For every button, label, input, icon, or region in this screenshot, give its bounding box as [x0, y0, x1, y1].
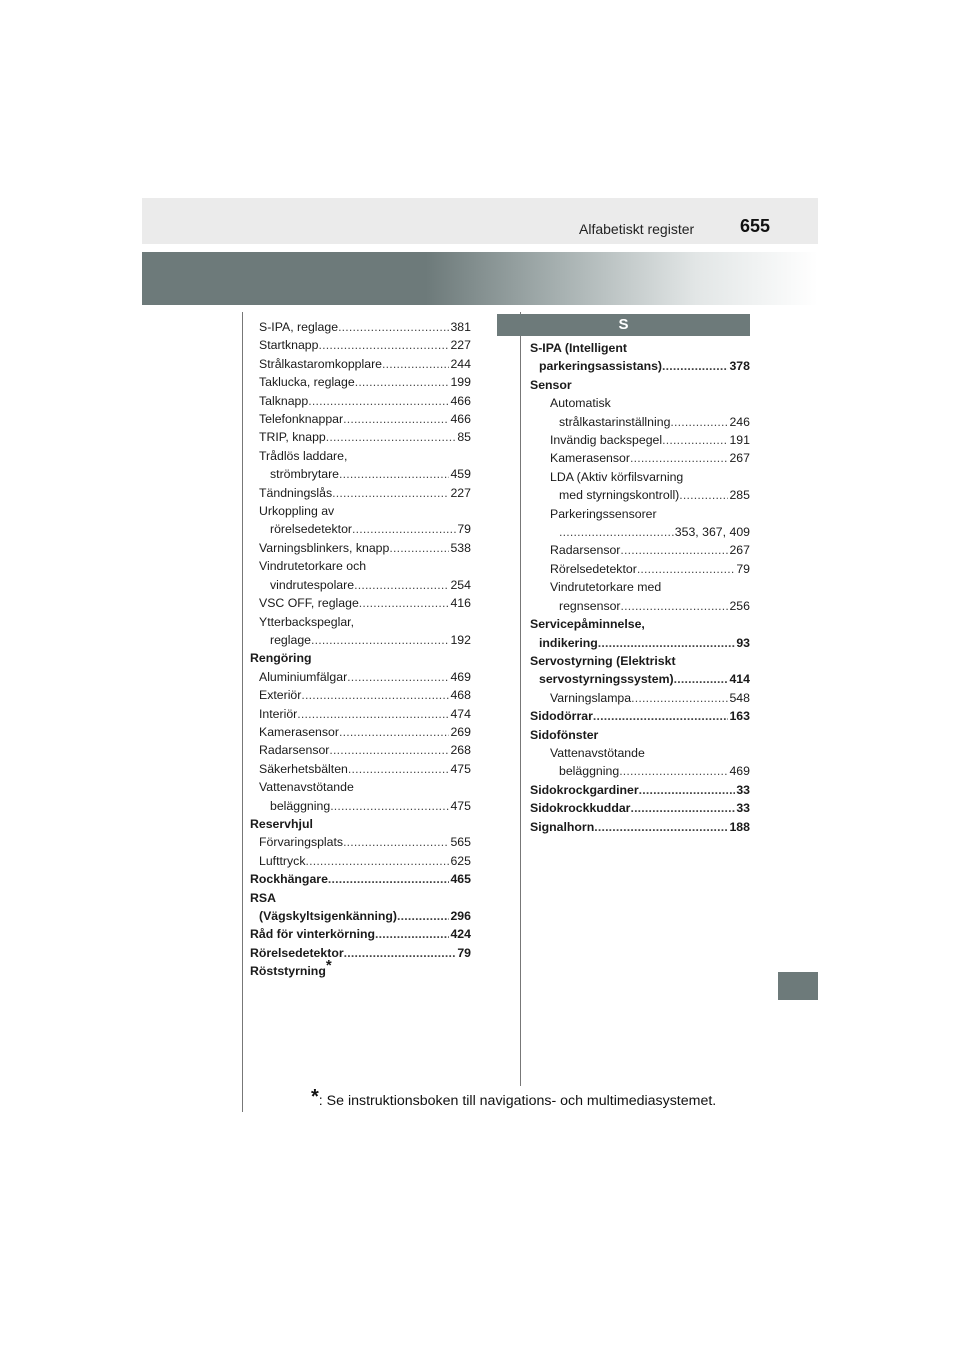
index-entry [250, 576, 471, 594]
index-entry-page: 468 [450, 688, 471, 703]
index-entry-page: 227 [450, 338, 471, 353]
index-entry-term: Aluminiumfälgar [259, 669, 348, 684]
index-entry [530, 523, 750, 541]
index-entry-page: 465 [450, 872, 471, 887]
index-entry-term: Parkeringssensorer [550, 506, 657, 521]
dot-leader [674, 670, 729, 688]
index-entry-term: servostyrningssystem) [539, 672, 674, 687]
index-entry-term: Servicepåminnelse, [530, 617, 645, 632]
index-entry [250, 410, 471, 428]
index-entry [250, 957, 471, 980]
index-entry [530, 707, 750, 725]
dot-leader [621, 597, 729, 615]
index-entry-term: med styrningskontroll) [559, 488, 680, 503]
index-entry-page: 227 [450, 485, 471, 500]
index-entry [250, 870, 471, 888]
index-entry-page: 188 [729, 819, 750, 834]
dot-leader [326, 428, 457, 446]
index-entry [530, 726, 750, 744]
index-column-right [530, 339, 750, 836]
dot-leader [594, 818, 728, 836]
index-entry-term: reglage [270, 632, 312, 647]
dot-leader [662, 357, 728, 375]
dot-leader [318, 336, 449, 354]
index-entry-term: indikering [539, 635, 598, 650]
index-entry [250, 833, 471, 851]
index-entry [250, 649, 471, 667]
index-entry-page: 256 [729, 598, 750, 613]
index-entry-term: Tändningslås [259, 485, 333, 500]
dot-leader [630, 449, 729, 467]
dot-leader [670, 413, 728, 431]
index-entry [250, 613, 471, 631]
index-entry-term: Sidokrockkuddar [530, 801, 631, 816]
index-entry-page: 79 [457, 945, 471, 960]
index-entry-term: Exteriör [259, 688, 302, 703]
index-entry [250, 520, 471, 538]
index-entry-term: Signalhorn [530, 819, 595, 834]
index-entry-term: Rengöring [250, 651, 312, 666]
index-entry [250, 944, 471, 962]
index-entry [530, 505, 750, 523]
index-entry-page: 33 [736, 782, 750, 797]
index-entry-page: 466 [450, 412, 471, 427]
dot-leader [593, 707, 729, 725]
index-entry [530, 413, 750, 431]
index-entry-page: 246 [729, 414, 750, 429]
index-column-left [250, 318, 471, 981]
index-entry-page: 469 [450, 669, 471, 684]
dot-leader [308, 392, 449, 410]
index-entry-page: 244 [450, 356, 471, 371]
dot-leader [330, 797, 449, 815]
index-entry-page: 79 [736, 561, 750, 576]
index-entry-term: strömbrytare [270, 467, 340, 482]
index-entry [530, 486, 750, 504]
column-divider [520, 312, 521, 1086]
dot-leader [338, 318, 449, 336]
dot-leader [559, 523, 674, 541]
dot-leader [297, 705, 449, 723]
header-band [142, 198, 818, 244]
index-entry-page: 469 [729, 764, 750, 779]
index-entry-term: regnsensor [559, 598, 621, 613]
index-entry [530, 468, 750, 486]
index-entry [250, 502, 471, 520]
dot-leader [339, 723, 450, 741]
dot-leader [347, 668, 449, 686]
index-entry-term: Taklucka, reglage [259, 375, 355, 390]
dot-leader [311, 631, 449, 649]
index-entry [250, 760, 471, 778]
index-entry [250, 594, 471, 612]
index-entry [250, 889, 471, 907]
index-entry [250, 539, 471, 557]
chapter-gradient-bar [142, 252, 818, 305]
index-entry [250, 484, 471, 502]
index-entry-term: Urkoppling av [259, 504, 335, 519]
index-entry [530, 394, 750, 412]
index-entry-term: Varningsblinkers, knapp [259, 540, 390, 555]
left-margin-rule [242, 312, 243, 1112]
index-entry-page: 269 [450, 724, 471, 739]
index-entry-term: Servostyrning (Elektriskt [530, 653, 676, 668]
dot-leader [662, 431, 728, 449]
index-entry-term: S-IPA (Intelligent [530, 341, 628, 355]
index-entry-page: 474 [450, 706, 471, 721]
index-entry [250, 631, 471, 649]
index-entry-page: 267 [729, 451, 750, 466]
dot-leader [598, 634, 736, 652]
index-entry-page: 625 [450, 853, 471, 868]
dot-leader [375, 925, 449, 943]
index-entry-page: 254 [450, 577, 471, 592]
index-entry-term: beläggning [559, 764, 620, 779]
index-entry-page: 548 [729, 690, 750, 705]
dot-leader [637, 560, 736, 578]
index-entry [530, 560, 750, 578]
index-entry [530, 615, 750, 633]
index-entry-page: 85 [457, 430, 471, 445]
index-entry-term: Strålkastaromkopplare [259, 356, 383, 371]
index-entry-page: 414 [729, 672, 750, 687]
index-entry [250, 741, 471, 759]
index-entry-term: Ytterbackspeglar, [259, 614, 355, 629]
index-entry [250, 557, 471, 575]
dot-leader [397, 907, 449, 925]
index-entry-page: 475 [450, 798, 471, 813]
index-entry-term: Rörelsedetektor [550, 561, 637, 576]
dot-leader [344, 944, 457, 962]
index-entry-page: 199 [450, 375, 471, 390]
index-entry [250, 668, 471, 686]
index-entry-term: Vindrutetorkare och [259, 559, 367, 574]
index-entry-term: Förvaringsplats [259, 835, 344, 850]
footnote [311, 1086, 716, 1109]
index-entry [250, 465, 471, 483]
index-entry-term: Sidofönster [530, 727, 599, 742]
dot-leader [389, 539, 449, 557]
index-entry [250, 778, 471, 796]
index-entry [530, 339, 750, 357]
index-entry-term: Talknapp [259, 393, 309, 408]
dot-leader [382, 355, 449, 373]
dot-leader [343, 833, 449, 851]
index-entry-page: 192 [450, 632, 471, 647]
index-entry [250, 373, 471, 391]
index-entry-term: Reservhjul [250, 816, 313, 831]
index-entry-term: Rockhängare [250, 872, 328, 887]
dot-leader [630, 799, 735, 817]
dot-leader [639, 781, 736, 799]
index-entry [250, 852, 471, 870]
index-entry [530, 689, 750, 707]
index-entry [530, 431, 750, 449]
index-entry [250, 318, 471, 336]
index-entry-page: 416 [450, 596, 471, 611]
index-entry [530, 818, 750, 836]
page-number: 655 [740, 216, 771, 236]
index-entry-term: Interiör [259, 706, 298, 721]
index-entry-page: 296 [450, 909, 471, 923]
dot-leader [619, 762, 728, 780]
index-entry-term: beläggning [270, 798, 331, 813]
dot-leader [305, 852, 449, 870]
index-entry-term: Vattenavstötande [550, 745, 645, 760]
section-letter-heading: S [497, 314, 750, 336]
index-entry-page: 93 [736, 635, 750, 650]
index-entry-term: rörelsedetektor [270, 522, 353, 537]
index-entry-term: Lufttryck [259, 853, 306, 868]
index-entry-term: Invändig backspegel [550, 433, 663, 448]
index-entry-term: LDA (Aktiv körfilsvarning [550, 469, 684, 484]
index-entry-page: 285 [729, 488, 750, 503]
dot-leader [354, 576, 449, 594]
index-entry-page: 353, 367, 409 [674, 525, 750, 540]
index-entry-term: Rörelsedetektor [250, 945, 344, 960]
index-entry-term: RSA [250, 890, 276, 905]
index-entry-page: 163 [729, 709, 750, 724]
index-entry-term: Sidokrockgardiner [530, 782, 639, 797]
index-entry-term: VSC OFF, reglage [259, 596, 359, 611]
index-entry-page: 268 [450, 743, 471, 758]
index-entry [250, 907, 471, 925]
index-entry-page: 424 [450, 927, 471, 942]
index-entry [530, 799, 750, 817]
index-entry-term: (Vägskyltsigenkänning) [259, 909, 398, 923]
dot-leader [359, 594, 450, 612]
index-entry [530, 376, 750, 394]
index-entry [250, 723, 471, 741]
dot-leader [339, 465, 449, 483]
index-entry-term: parkeringsassistans) [539, 359, 663, 374]
index-entry-page: 79 [457, 522, 471, 537]
index-entry [530, 670, 750, 688]
index-entry [530, 652, 750, 670]
index-entry [530, 597, 750, 615]
dot-leader [332, 484, 449, 502]
dot-leader [352, 520, 456, 538]
index-entry [250, 815, 471, 833]
index-entry [530, 762, 750, 780]
index-entry-page: 381 [450, 320, 471, 334]
index-entry-term: Röststyrning [250, 964, 326, 979]
footnote-marker: * [325, 957, 332, 975]
index-entry-page: 466 [450, 393, 471, 408]
index-entry [250, 428, 471, 446]
index-entry [530, 449, 750, 467]
dot-leader [631, 689, 728, 707]
index-entry-term: Startknapp [259, 338, 319, 353]
index-entry [250, 686, 471, 704]
index-entry-page: 33 [736, 801, 750, 816]
dot-leader [348, 760, 450, 778]
footnote-text: : Se instruktionsboken till navigations- och multimediasystemet. [318, 1093, 717, 1109]
thumb-index-tab [778, 972, 818, 1000]
dot-leader [620, 541, 728, 559]
index-entry-term: Radarsensor [550, 543, 621, 558]
index-entry [250, 705, 471, 723]
page-header-title: Alfabetiskt register [579, 221, 695, 237]
index-entry-term: Säkerhetsbälten [259, 761, 348, 776]
index-entry-term: Automatisk [550, 396, 611, 411]
index-entry-term: Trådlös laddare, [259, 448, 348, 463]
index-entry-term: strålkastarinställning [559, 414, 671, 429]
index-entry [250, 355, 471, 373]
index-entry [530, 744, 750, 762]
index-entry-term: Radarsensor [259, 743, 330, 758]
footnote-star: * [311, 1086, 319, 1108]
index-entry-term: TRIP, knapp [259, 430, 326, 445]
index-entry-page: 191 [729, 433, 750, 448]
dot-leader [343, 410, 449, 428]
index-entry-term: Råd för vinterkörning [250, 927, 376, 942]
index-entry-term: Kamerasensor [550, 451, 630, 466]
index-entry-term: Vattenavstötande [259, 780, 354, 795]
index-entry-term: Vindrutetorkare med [550, 580, 662, 595]
index-entry-page: 378 [729, 359, 750, 374]
index-entry-term: S-IPA, reglage [259, 320, 339, 334]
index-entry [530, 541, 750, 559]
index-entry-page: 267 [729, 543, 750, 558]
index-entry-term: Varningslampa [550, 690, 632, 705]
index-entry [530, 781, 750, 799]
index-entry [530, 357, 750, 375]
index-entry-page: 538 [450, 540, 471, 555]
index-entry-term: Kamerasensor [259, 724, 339, 739]
index-entry-term: Sensor [530, 377, 572, 392]
index-entry-page: 459 [450, 467, 471, 482]
index-entry-page: 565 [450, 835, 471, 850]
index-entry-term: Telefonknappar [259, 412, 344, 427]
index-entry [250, 392, 471, 410]
index-entry-page: 475 [450, 761, 471, 776]
dot-leader [328, 870, 450, 888]
index-entry-term: vindrutespolare [270, 577, 355, 592]
index-entry [250, 925, 471, 943]
index-entry [250, 336, 471, 354]
index-entry [250, 447, 471, 465]
dot-leader [355, 373, 450, 391]
index-entry [530, 578, 750, 596]
dot-leader [329, 741, 449, 759]
dot-leader [301, 686, 449, 704]
dot-leader [679, 486, 728, 504]
index-entry-term: Sidodörrar [530, 709, 593, 724]
index-entry [530, 634, 750, 652]
index-entry [250, 797, 471, 815]
